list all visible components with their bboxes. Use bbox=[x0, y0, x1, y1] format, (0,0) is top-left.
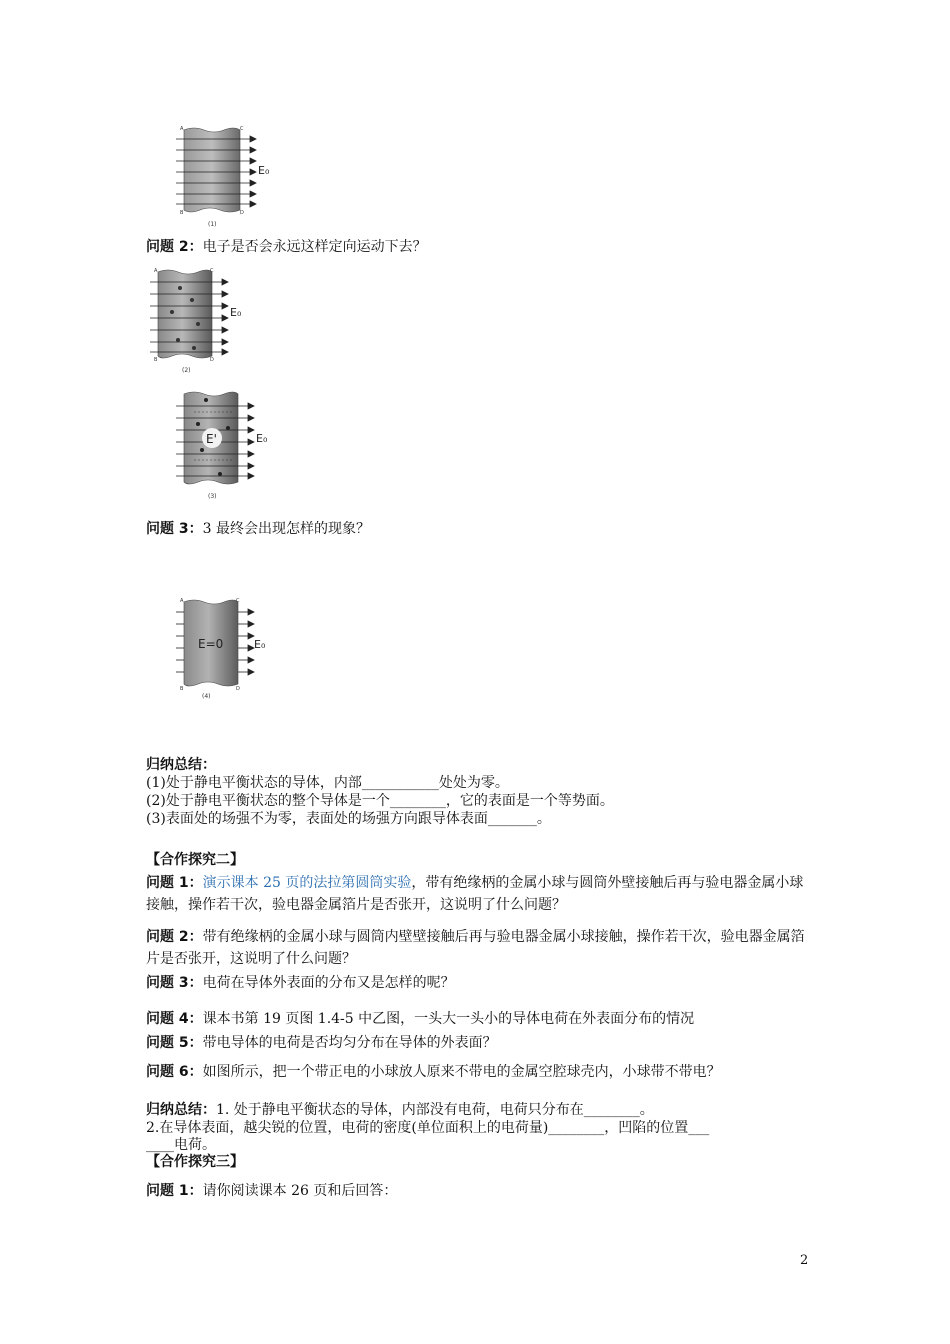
question-text: 带电导体的电荷是否均匀分布在导体的外表面？ bbox=[202, 1035, 497, 1051]
corner-b: B bbox=[180, 686, 184, 692]
question-text: 课本书第 19 页图 1.4-5 中乙图，一头大一头小的导体电荷在外表面分布的情况 bbox=[202, 1011, 695, 1027]
section-3-title: 【合作探究三】 bbox=[146, 1154, 244, 1170]
corner-b: B bbox=[180, 210, 184, 216]
figure-caption: (3) bbox=[208, 493, 217, 500]
figure-3 bbox=[176, 388, 286, 506]
corner-d: D bbox=[210, 357, 214, 363]
section-2-question-5 bbox=[146, 1034, 497, 1052]
section-2-question-3 bbox=[146, 974, 455, 992]
figure-4 bbox=[172, 596, 282, 706]
summary-2-line-2: 2.在导体表面，越尖锐的位置，电荷的密度(单位面积上的电荷量)________，凹陷的位置___ bbox=[146, 1120, 710, 1136]
question-text: 带有绝缘柄的金属小球与圆筒内壁壁接触后再与验电器金属小球接触，操作若干次，验电器金属箔片是否张开，这说明了什么问题？ bbox=[146, 929, 805, 967]
section-2-question-4 bbox=[146, 1010, 694, 1028]
question-label: 问题 2： bbox=[146, 929, 203, 945]
question-label: 问题 1： bbox=[146, 875, 203, 891]
e0-label: E₀ bbox=[254, 638, 266, 651]
corner-d: D bbox=[236, 686, 240, 692]
inner-field-label: E=0 bbox=[198, 637, 224, 651]
corner-a: A bbox=[180, 598, 184, 604]
question-label: 问题 3： bbox=[146, 521, 203, 537]
question-label: 问题 2： bbox=[146, 239, 203, 255]
question-text: 如图所示，把一个带正电的小球放人原来不带电的金属空腔球壳内，小球带不带电？ bbox=[202, 1064, 721, 1080]
summary-title: 归纳总结： bbox=[146, 1102, 216, 1118]
section-3-question-1 bbox=[146, 1182, 397, 1200]
e0-label: E₀ bbox=[256, 432, 268, 445]
section-2-question-6 bbox=[146, 1063, 721, 1081]
figure-1 bbox=[172, 124, 282, 234]
question-text: 3 最终会出现怎样的现象？ bbox=[202, 521, 370, 537]
corner-a: A bbox=[180, 126, 184, 132]
e0-label: E₀ bbox=[230, 306, 242, 319]
summary-2-line-3: ____电荷。 bbox=[146, 1137, 216, 1153]
summary-1-title: 归纳总结： bbox=[146, 757, 216, 773]
page-number: 2 bbox=[800, 1253, 809, 1268]
section-2-question-2 bbox=[146, 926, 811, 970]
figure-caption: (1) bbox=[208, 221, 217, 228]
question-3-line bbox=[146, 520, 370, 538]
inner-field-label: E' bbox=[206, 432, 217, 446]
question-text: ，带有绝缘柄的金属小球与圆筒外壁接触后再与验电器金属小球接触，操作若干次，验电器金属箔片是否张开，这说明了什么问题？ bbox=[146, 875, 804, 913]
question-label: 问题 4： bbox=[146, 1011, 203, 1027]
section-2-question-1 bbox=[146, 872, 811, 916]
corner-c: C bbox=[210, 268, 214, 274]
question-text: 电子是否会永远这样定向运动下去？ bbox=[202, 239, 427, 255]
summary-1-item-2: (2)处于静电平衡状态的整个导体是一个________，它的表面是一个等势面。 bbox=[146, 793, 614, 809]
corner-c: C bbox=[240, 126, 244, 132]
summary-text: 1. 处于静电平衡状态的导体，内部没有电荷，电荷只分布在________。 bbox=[216, 1102, 654, 1118]
section-2-title: 【合作探究二】 bbox=[146, 852, 244, 868]
question-2-line bbox=[146, 238, 427, 256]
figure-2 bbox=[148, 264, 258, 380]
summary-1-item-1: (1)处于静电平衡状态的导体，内部___________处处为零。 bbox=[146, 775, 509, 791]
corner-c: C bbox=[236, 598, 240, 604]
e0-label: E₀ bbox=[258, 164, 270, 177]
figure-caption: (4) bbox=[202, 693, 211, 700]
question-label: 问题 3： bbox=[146, 975, 203, 991]
question-label: 问题 6： bbox=[146, 1064, 203, 1080]
figure-caption: (2) bbox=[182, 367, 191, 374]
corner-d: D bbox=[240, 210, 244, 216]
experiment-link[interactable]: 演示课本 25 页的法拉第圆筒实验 bbox=[202, 875, 412, 891]
summary-1-item-3: (3)表面处的场强不为零，表面处的场强方向跟导体表面_______。 bbox=[146, 811, 551, 827]
question-label: 问题 5： bbox=[146, 1035, 203, 1051]
question-text: 电荷在导体外表面的分布又是怎样的呢？ bbox=[202, 975, 455, 991]
corner-a: A bbox=[154, 268, 158, 274]
summary-2-line-1 bbox=[146, 1101, 654, 1119]
corner-b: B bbox=[154, 357, 158, 363]
question-text: 请你阅读课本 26 页和后回答： bbox=[202, 1183, 398, 1199]
question-label: 问题 1： bbox=[146, 1183, 203, 1199]
